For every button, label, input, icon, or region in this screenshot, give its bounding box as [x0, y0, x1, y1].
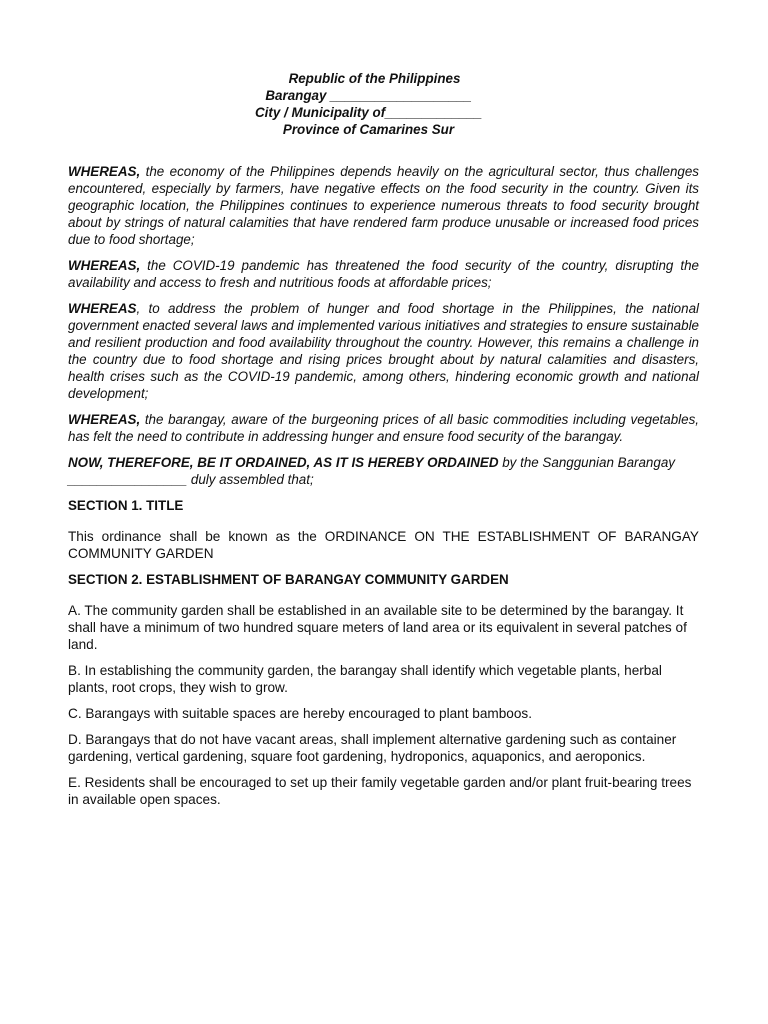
- header-province: Province of Camarines Sur: [282, 122, 455, 137]
- whereas-text: , to address the problem of hunger and food shortage in the Philippines, the national government enacted several laws and implemented various initiatives and strategies to ensure sustainable and resilient production and food availability throughout the country. However, this remains a challenge in the country due to food shortage and rising prices brought about by natural calamities and disasters, health crises such as the COVID-19 pandemic, among others, hindering economic growth and national development;: [68, 301, 699, 401]
- whereas-lead: WHEREAS,: [68, 412, 141, 427]
- whereas-text: the economy of the Philippines depends heavily on the agricultural sector, thus challenges encountered, especially by farmers, have negative effects on the food security in the country. Given its geographic location, the Philippines continues to experience numerous threats to food security brought about by strings of natural calamities that have rendered farm produce unusable or increased food prices due to food shortage;: [68, 164, 699, 247]
- ordaining-clause: [68, 454, 699, 488]
- whereas-lead: WHEREAS: [68, 301, 137, 316]
- whereas-lead: WHEREAS,: [68, 258, 141, 273]
- section-2-item-c: C. Barangays with suitable spaces are hereby encouraged to plant bamboos.: [68, 706, 532, 721]
- section-2-item-e: E. Residents shall be encouraged to set up their family vegetable garden and/or plant fruit-bearing trees in available open spaces.: [68, 775, 692, 807]
- whereas-clause-1: [68, 163, 699, 248]
- ordaining-text: by the Sanggunian Barangay ________________ duly assembled that;: [68, 455, 675, 487]
- section-2-item-b: B. In establishing the community garden, the barangay shall identify which vegetable plants, herbal plants, root crops, they wish to grow.: [68, 663, 662, 695]
- document-header: [68, 70, 699, 138]
- whereas-clause-3: [68, 300, 699, 402]
- whereas-text: the COVID-19 pandemic has threatened the food security of the country, disrupting the availability and access to fresh and nutritious foods at affordable prices;: [68, 258, 699, 290]
- ordaining-lead: NOW, THEREFORE, BE IT ORDAINED, AS IT IS HEREBY ORDAINED: [68, 455, 499, 470]
- header-republic: Republic of the Philippines: [288, 71, 461, 86]
- whereas-clause-4: [68, 411, 699, 445]
- header-barangay: Barangay ___________________: [265, 88, 472, 103]
- section-1-title: SECTION 1. TITLE: [68, 498, 184, 513]
- section-2-item-a: A. The community garden shall be established in an available site to be determined by the barangay. It shall have a minimum of two hundred square meters of land area or its equivalent in several patches of land.: [68, 603, 687, 652]
- section-1-body: This ordinance shall be known as the ORDINANCE ON THE ESTABLISHMENT OF BARANGAY COMMUNITY GARDEN: [68, 529, 699, 561]
- whereas-text: the barangay, aware of the burgeoning prices of all basic commodities including vegetables, has felt the need to contribute in addressing hunger and ensure food security of the barangay.: [68, 412, 699, 444]
- whereas-clause-2: [68, 257, 699, 291]
- section-2-title: SECTION 2. ESTABLISHMENT OF BARANGAY COMMUNITY GARDEN: [68, 572, 509, 587]
- header-city-municipality: City / Municipality of_____________: [254, 105, 482, 120]
- whereas-lead: WHEREAS,: [68, 164, 141, 179]
- section-2-item-d: D. Barangays that do not have vacant areas, shall implement alternative gardening such as container gardening, vertical gardening, square foot gardening, hydroponics, aquaponics, and aeroponics.: [68, 732, 677, 764]
